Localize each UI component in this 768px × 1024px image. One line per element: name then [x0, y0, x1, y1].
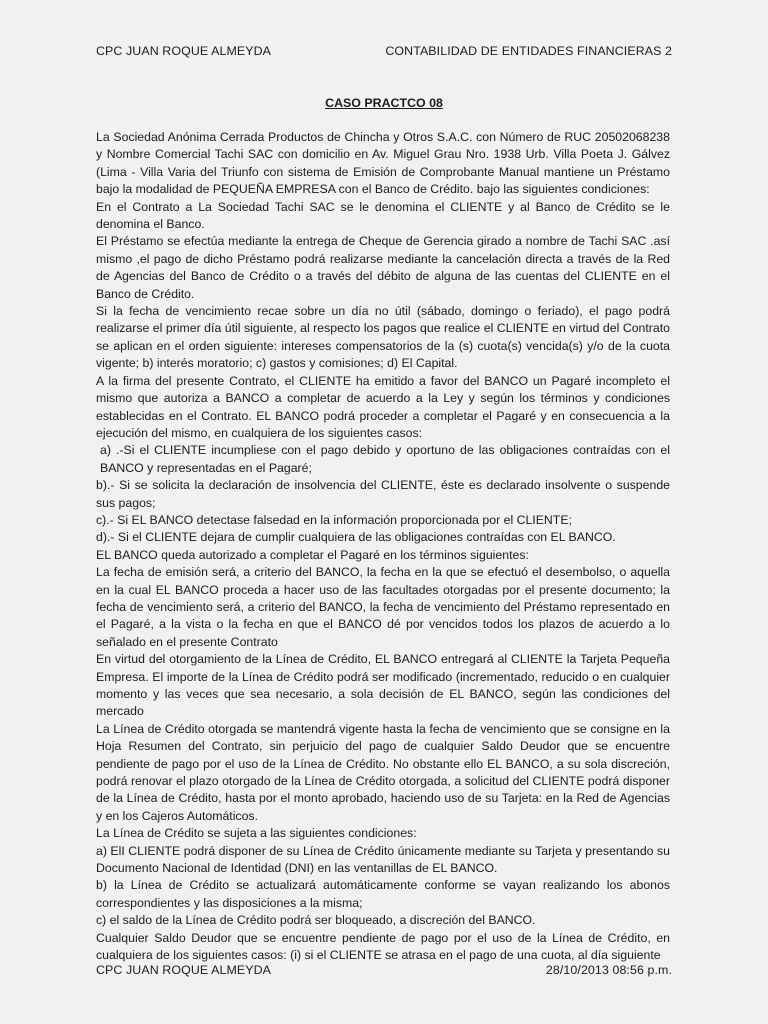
case-title: CASO PRACTCO 08	[325, 96, 443, 110]
document-body	[96, 129, 670, 965]
paragraph: A la firma del presente Contrato, el CLIENTE ha emitido a favor del BANCO un Pagaré incompleto el mismo que autoriza a BANCO a completar de acuerdo a la Ley y según los términos y condiciones establecidas en el Contrato. EL BANCO podrá proceder a completar el Pagaré y en consecuencia a la ejecución del mismo, en cualquiera de los siguientes casos:	[96, 373, 670, 440]
paragraph: La Línea de Crédito se sujeta a las siguientes condiciones:	[96, 826, 417, 841]
paragraph: c).- Si EL BANCO detectase falsedad en la información proporcionada por el CLIENTE;	[96, 512, 572, 527]
paragraph: a) ElI CLIENTE podrá disponer de su Línea de Crédito únicamente mediante su Tarjeta y presentando su Documento Nacional de Identidad (DNI) en las ventanillas de EL BANCO.	[96, 843, 670, 876]
paragraph: El Préstamo se efectúa mediante la entrega de Cheque de Gerencia girado a nombre de Tachi SAC .así mismo ,el pago de dicho Préstamo podrá realizarse mediante la cancelación directa a través de la Red de Agencias del Banco de Crédito o a través del débito de alguna de las cuentas del CLIENTE en el Banco de Crédito.	[96, 234, 670, 301]
paragraph: Cualquier Saldo Deudor que se encuentre pendiente de pago por el uso de la Línea de Crédito, en cualquiera de los siguientes casos: (i) si el CLIENTE se atrasa en el pago de una cuota, al día siguiente	[96, 930, 670, 963]
footer-author: CPC JUAN ROQUE ALMEYDA	[96, 963, 272, 977]
header-course: CONTABILIDAD DE ENTIDADES FINANCIERAS 2	[385, 44, 672, 58]
paragraph: Si la fecha de vencimiento recae sobre un día no útil (sábado, domingo o feriado), el pago podrá realizarse el primer día útil siguiente, al respecto los pagos que realice el CLIENTE en virtud del Contrato se aplican en el orden siguiente: intereses compensatorios de la (s) cuota(s) vencida(s) y/o de la cuota vigente; b) interés moratorio; c) gastos y comisiones; d) El Capital.	[96, 304, 670, 371]
paragraph: a) .-Si el CLIENTE incumpliese con el pago debido y oportuno de las obligaciones contraídas con el BANCO y representadas en el Pagaré;	[100, 443, 670, 475]
page-footer	[96, 963, 672, 977]
paragraph: c) el saldo de la Línea de Crédito podrá ser bloqueado, a discreción del BANCO.	[96, 913, 536, 928]
paragraph: b).- Si se solicita la declaración de insolvencia del CLIENTE, éste es declarado insolvente o suspende sus pagos;	[96, 478, 670, 510]
footer-datetime: 28/10/2013 08:56 p.m.	[545, 963, 672, 977]
paragraph: d).- Si el CLIENTE dejara de cumplir cualquiera de las obligaciones contraídas con EL BANCO.	[96, 530, 616, 545]
paragraph: La fecha de emisión será, a criterio del BANCO, la fecha en la que se efectuó el desembolso, o aquella en la cual EL BANCO proceda a hacer uso de las facultades otorgadas por el presente documento; la fecha de vencimiento será, a criterio del BANCO, la fecha de vencimiento del Préstamo representado en el Pagaré, a la vista o la fecha en que el BANCO dé por vencidos todos los plazos de acuerdo a lo señalado en el presente Contrato	[96, 565, 670, 649]
paragraph: b) la Línea de Crédito se actualizará automáticamente conforme se vayan realizando los abonos correspondientes y las disposiciones a la misma;	[96, 878, 670, 910]
header-author: CPC JUAN ROQUE ALMEYDA	[96, 44, 272, 58]
paragraph: La Sociedad Anónima Cerrada Productos de Chincha y Otros S.A.C. con Número de RUC 20502068238 y Nombre Comercial Tachi SAC con domicilio en Av. Miguel Grau Nro. 1938 Urb. Villa Poeta J. Gálvez (Lima - Villa Varia del Triunfo con sistema de Emisión de Comprobante Manual mantiene un Préstamo bajo la modalidad de PEQUEÑA EMPRESA con el Banco de Crédito. bajo las siguientes condiciones:	[96, 130, 670, 197]
paragraph: En el Contrato a La Sociedad Tachi SAC se le denomina el CLIENTE y al Banco de Crédito se le denomina el Banco.	[96, 199, 670, 232]
page-header	[96, 44, 672, 58]
paragraph: En virtud del otorgamiento de la Línea de Crédito, EL BANCO entregará al CLIENTE la Tarjeta Pequeña Empresa. El importe de la Línea de Crédito podrá ser modificado (incrementado, reducido o en cualquier momento y las veces que sea necesario, a sola decisión de EL BANCO, según las condiciones del mercado	[96, 652, 670, 719]
paragraph: La Línea de Crédito otorgada se mantendrá vigente hasta la fecha de vencimiento que se consigne en la Hoja Resumen del Contrato, sin perjuicio del pago de cualquier Saldo Deudor que se encuentre pendiente de pago por el uso de la Línea de Crédito. No obstante ello EL BANCO, a su sola discreción, podrá renovar el plazo otorgado de la Línea de Crédito otorgada, a solicitud del CLIENTE podrá disponer de la Línea de Crédito, hasta por el monto aprobado, haciendo uso de su Tarjeta: en la Red de Agencias y en los Cajeros Automáticos.	[96, 721, 670, 823]
paragraph: EL BANCO queda autorizado a completar el Pagaré en los términos siguientes:	[96, 547, 529, 562]
